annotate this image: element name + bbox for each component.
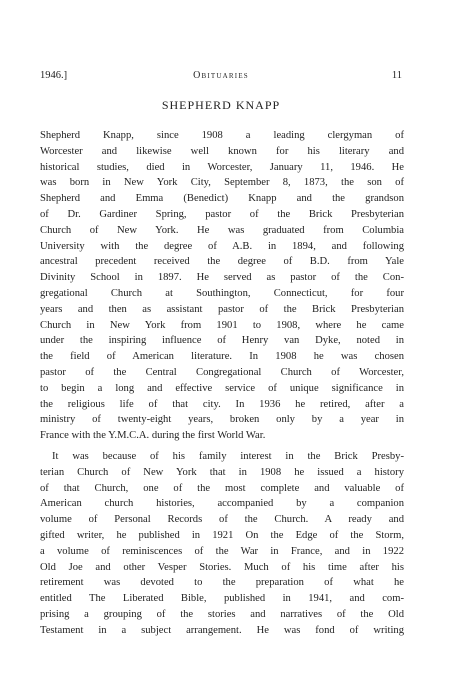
text-line: Shepherd and Emma (Benedict) Knapp and the grandson xyxy=(40,193,404,205)
text-line: American church histories, accompanied by a companion xyxy=(40,498,404,510)
text-line: was born in New York City, September 8, 1873, the son of xyxy=(40,177,404,189)
paragraph xyxy=(40,128,404,444)
text-line: of that Church, one of the most complete and valuable of xyxy=(40,482,404,494)
text-line: Church of New York. He was graduated from Columbia xyxy=(40,224,404,236)
text-line: Old Joe and other Vesper Stories. Much of his time after his xyxy=(40,561,404,573)
text-line: prising a grouping of the stories and narratives of the Old xyxy=(40,608,404,620)
text-line: of Dr. Gardiner Spring, pastor of the Brick Presbyterian xyxy=(40,208,404,220)
text-line: pastor of the Central Congregational Church of Worcester, xyxy=(40,366,404,378)
text-line: to begin a long and effective service of unique significance in xyxy=(40,382,404,394)
page-number: 11 xyxy=(391,70,402,81)
text-line: gregational Church at Southington, Connecticut, for four xyxy=(40,287,404,299)
obituary-body xyxy=(40,128,404,639)
running-header xyxy=(40,70,402,84)
text-line: gifted writer, he published in 1921 On the Edge of the Storm, xyxy=(40,529,404,541)
text-line: a volume of reminiscences of the War in France, and in 1922 xyxy=(40,545,404,557)
text-line: Testament in a subject arrangement. He was fond of writing xyxy=(40,624,404,636)
text-line: the religious life of that city. In 1936 he retired, after a xyxy=(40,398,404,410)
text-line: It was because of his family interest in the Brick Presby- xyxy=(52,450,404,462)
header-year: 1946.] xyxy=(40,70,68,81)
text-line: volume of Personal Records of the Church. A ready and xyxy=(40,514,404,526)
text-line: historical studies, died in Worcester, January 11, 1946. He xyxy=(40,161,404,173)
text-line: terian Church of New York that in 1908 he issued a history xyxy=(40,466,404,478)
text-line: Worcester and likewise well known for his literary and xyxy=(40,145,404,157)
text-line: under the inspiring influence of Henry van Dyke, noted in xyxy=(40,335,404,347)
text-line: the field of American literature. In 1908 he was chosen xyxy=(40,351,404,363)
text-line: France with the Y.M.C.A. during the first World War. xyxy=(40,430,266,442)
text-line: University with the degree of A.B. in 1894, and following xyxy=(40,240,404,252)
text-line: ministry of twenty-eight years, broken only by a year in xyxy=(40,414,404,426)
obituary-title: SHEPHERD KNAPP xyxy=(161,98,281,112)
text-line: Shepherd Knapp, since 1908 a leading clergyman of xyxy=(40,130,404,141)
text-line: years and then as assistant pastor of the Brick Presbyterian xyxy=(40,303,404,315)
text-line: entitled The Liberated Bible, published in 1941, and com- xyxy=(40,593,404,605)
text-line: ancestral precedent received the degree of B.D. from Yale xyxy=(40,256,404,268)
header-section-title: Obituaries xyxy=(193,70,249,81)
text-line: Divinity School in 1897. He served as pastor of the Con- xyxy=(40,272,404,284)
paragraph xyxy=(40,449,404,639)
text-line: Church in New York from 1901 to 1908, where he came xyxy=(40,319,404,331)
text-line: retirement was devoted to the preparation of what he xyxy=(40,577,404,589)
